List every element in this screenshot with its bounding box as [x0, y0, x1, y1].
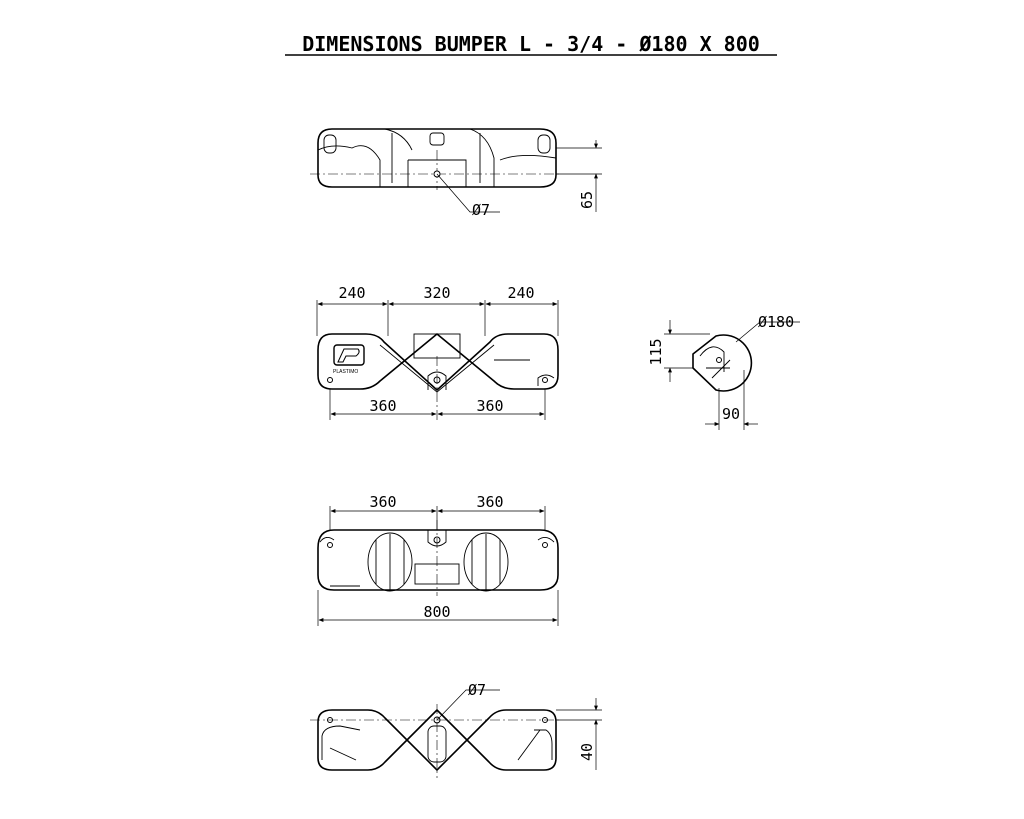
bottom-view [310, 681, 602, 778]
bottom-view-hole-label: Ø7 [468, 681, 487, 699]
section-height-label: 115 [647, 338, 665, 366]
title-text: DIMENSIONS BUMPER L - 3/4 - Ø180 X 800 [302, 32, 760, 56]
back-dim-360-left: 360 [369, 493, 397, 511]
drawing-title [285, 32, 777, 56]
section-diameter-label: Ø180 [758, 313, 795, 331]
top-view-hole-label: Ø7 [472, 201, 491, 219]
bottom-view-height-label: 40 [578, 742, 596, 762]
back-dim-360-right: 360 [476, 493, 504, 511]
front-view [317, 284, 558, 420]
front-dim-320: 320 [423, 284, 451, 302]
top-view [310, 129, 602, 219]
front-dim-240-left: 240 [338, 284, 366, 302]
logo-text: PLASTIMO [333, 369, 359, 375]
front-dim-360-left: 360 [369, 397, 397, 415]
section-view [647, 313, 800, 430]
front-dim-360-right: 360 [476, 397, 504, 415]
back-view [318, 493, 558, 626]
section-view-body [693, 335, 751, 391]
back-dim-800: 800 [423, 603, 451, 621]
section-width-label: 90 [721, 405, 741, 423]
front-dim-240-right: 240 [507, 284, 535, 302]
top-view-height-label: 65 [578, 190, 596, 210]
